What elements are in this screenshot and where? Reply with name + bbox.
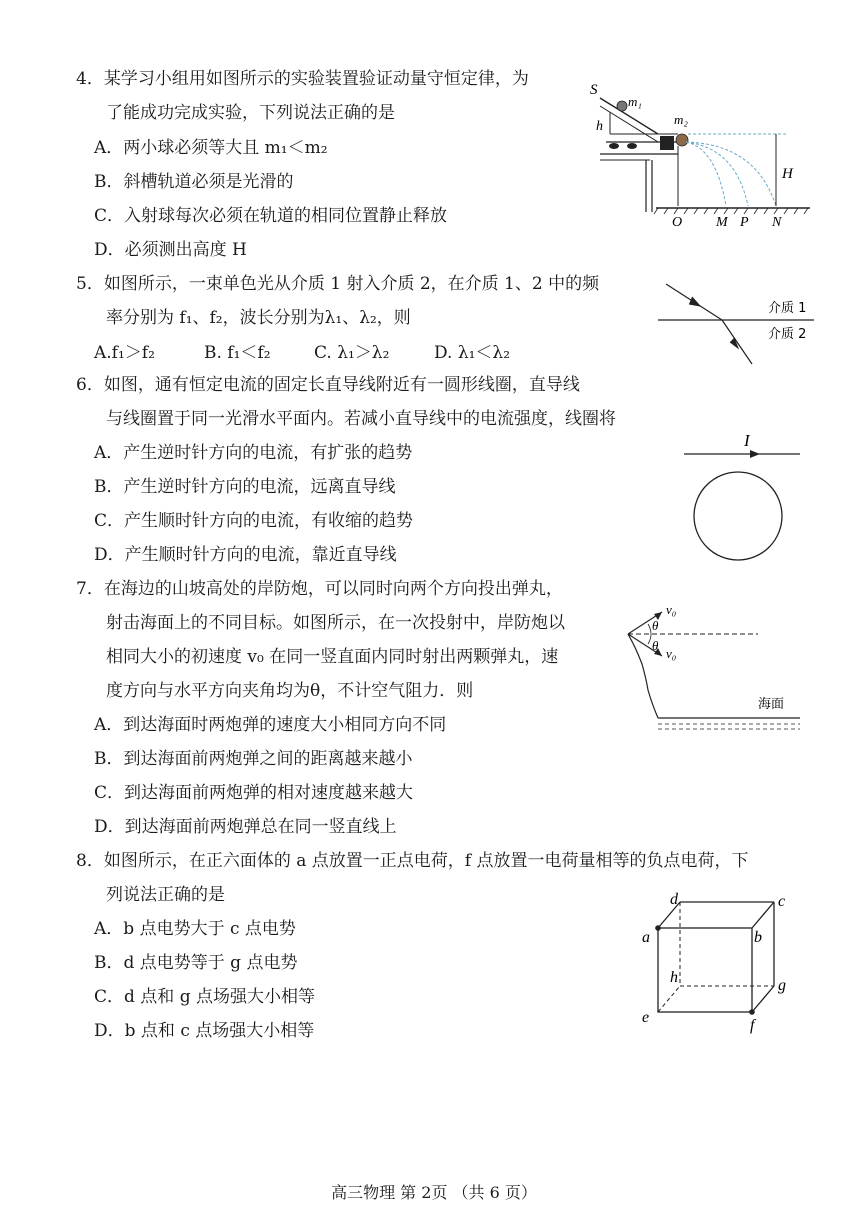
ball-m1 <box>617 101 627 111</box>
q5-refraction-figure <box>656 276 816 368</box>
q8-stem-line-1: 8．如图所示，在正六面体的 a 点放置一正点电荷，f 点放置一电荷量相等的负点电荷，下 <box>76 851 749 871</box>
q8-option-a: A．b 点电势大于 c 点电势 <box>94 919 296 939</box>
q6-option-d: D．产生顺时针方向的电流，靠近直导线 <box>94 545 397 565</box>
q7-option-d: D．到达海面前两炮弹总在同一竖直线上 <box>94 817 397 837</box>
label-o: O <box>672 215 683 228</box>
label-m1: m₁ <box>628 94 642 109</box>
q7-shore-cannon-figure <box>618 598 804 738</box>
q7-option-c: C．到达海面前两炮弹的相对速度越来越大 <box>94 783 414 803</box>
label-v0-top: v₀ <box>666 602 677 617</box>
q4-option-c: C．入射球每次必须在轨道的相同位置静止释放 <box>94 206 448 226</box>
label-current-i: I <box>744 431 750 450</box>
q8-option-d: D．b 点和 c 点场强大小相等 <box>94 1021 315 1041</box>
label-theta-bottom: θ <box>652 638 659 653</box>
label-h: h <box>670 969 678 986</box>
label-p: P <box>740 215 749 228</box>
q5-option-d: D. λ₁＜λ₂ <box>434 343 511 363</box>
label-sea: 海面 <box>758 697 785 712</box>
q7-stem-line-3: 相同大小的初速度 v₀ 在同一竖直面内同时射出两颗弹丸，速 <box>106 647 559 667</box>
label-v0-bottom: v₀ <box>666 646 677 661</box>
q6-wire-coil-figure <box>680 430 804 566</box>
q6-option-a: A．产生逆时针方向的电流，有扩张的趋势 <box>94 443 413 463</box>
ball-m2 <box>676 134 688 146</box>
circular-coil <box>694 472 782 560</box>
label-b: b <box>754 929 762 946</box>
label-n: N <box>772 215 782 228</box>
label-m: M <box>716 215 728 228</box>
label-m2: m₂ <box>674 112 688 127</box>
q4-option-a: A．两小球必须等大且 m₁＜m₂ <box>94 138 328 158</box>
q8-option-b: B．d 点电势等于 g 点电势 <box>94 953 298 973</box>
q6-stem-line-1: 6．如图，通有恒定电流的固定长直导线附近有一圆形线圈，直导线 <box>76 375 580 395</box>
q4-stem-line-1: 4．某学习小组用如图所示的实验装置验证动量守恒定律，为 <box>76 69 529 89</box>
q5-option-c: C. λ₁＞λ₂ <box>314 343 390 363</box>
q7-stem-line-1: 7．在海边的山坡高处的岸防炮，可以同时向两个方向投出弹丸， <box>76 579 563 599</box>
label-medium-1: 介质 1 <box>768 301 807 316</box>
q4-stem-line-2: 了能成功完成实验，下列说法正确的是 <box>106 103 395 123</box>
label-g: g <box>778 977 786 994</box>
q4-collision-apparatus-figure <box>586 76 812 228</box>
q8-cube-figure <box>636 888 806 1034</box>
label-s: S <box>590 82 598 98</box>
q5-stem-line-1: 5．如图所示，一束单色光从介质 1 射入介质 2，在介质 1、2 中的频 <box>76 274 600 294</box>
q7-stem-line-4: 度方向与水平方向夹角均为θ，不计空气阻力．则 <box>106 681 474 701</box>
label-d: d <box>670 891 678 908</box>
label-height-h: H <box>782 166 793 182</box>
label-a: a <box>642 929 650 946</box>
q4-option-d: D．必须测出高度 H <box>94 240 247 260</box>
q7-option-a: A．到达海面时两炮弹的速度大小相同方向不同 <box>94 715 447 735</box>
q8-option-c: C．d 点和 g 点场强大小相等 <box>94 987 315 1007</box>
q5-option-a: A.f₁＞f₂ <box>94 343 155 363</box>
q5-stem-line-2: 率分别为 f₁、f₂，波长分别为λ₁、λ₂，则 <box>106 308 411 328</box>
q7-option-b: B．到达海面前两炮弹之间的距离越来越小 <box>94 749 413 769</box>
label-medium-2: 介质 2 <box>768 327 807 342</box>
q6-stem-line-2: 与线圈置于同一光滑水平面内。若减小直导线中的电流强度，线圈将 <box>106 409 616 429</box>
label-e: e <box>642 1009 650 1026</box>
q7-stem-line-2: 射击海面上的不同目标。如图所示，在一次投射中，岸防炮以 <box>106 613 565 633</box>
label-h: h <box>596 119 603 134</box>
page-footer: 高三物理 第 2页 （共 6 页） <box>331 1183 537 1202</box>
q6-option-c: C．产生顺时针方向的电流，有收缩的趋势 <box>94 511 414 531</box>
q6-option-b: B．产生逆时针方向的电流，远离直导线 <box>94 477 396 497</box>
q4-option-b: B．斜槽轨道必须是光滑的 <box>94 172 294 192</box>
point-f <box>749 1009 755 1015</box>
label-theta-top: θ <box>652 618 659 633</box>
point-a <box>655 925 661 931</box>
q5-option-b: B. f₁＜f₂ <box>204 343 271 363</box>
label-f: f <box>750 1017 755 1034</box>
label-c: c <box>778 893 786 910</box>
q8-stem-line-2: 列说法正确的是 <box>106 885 225 905</box>
